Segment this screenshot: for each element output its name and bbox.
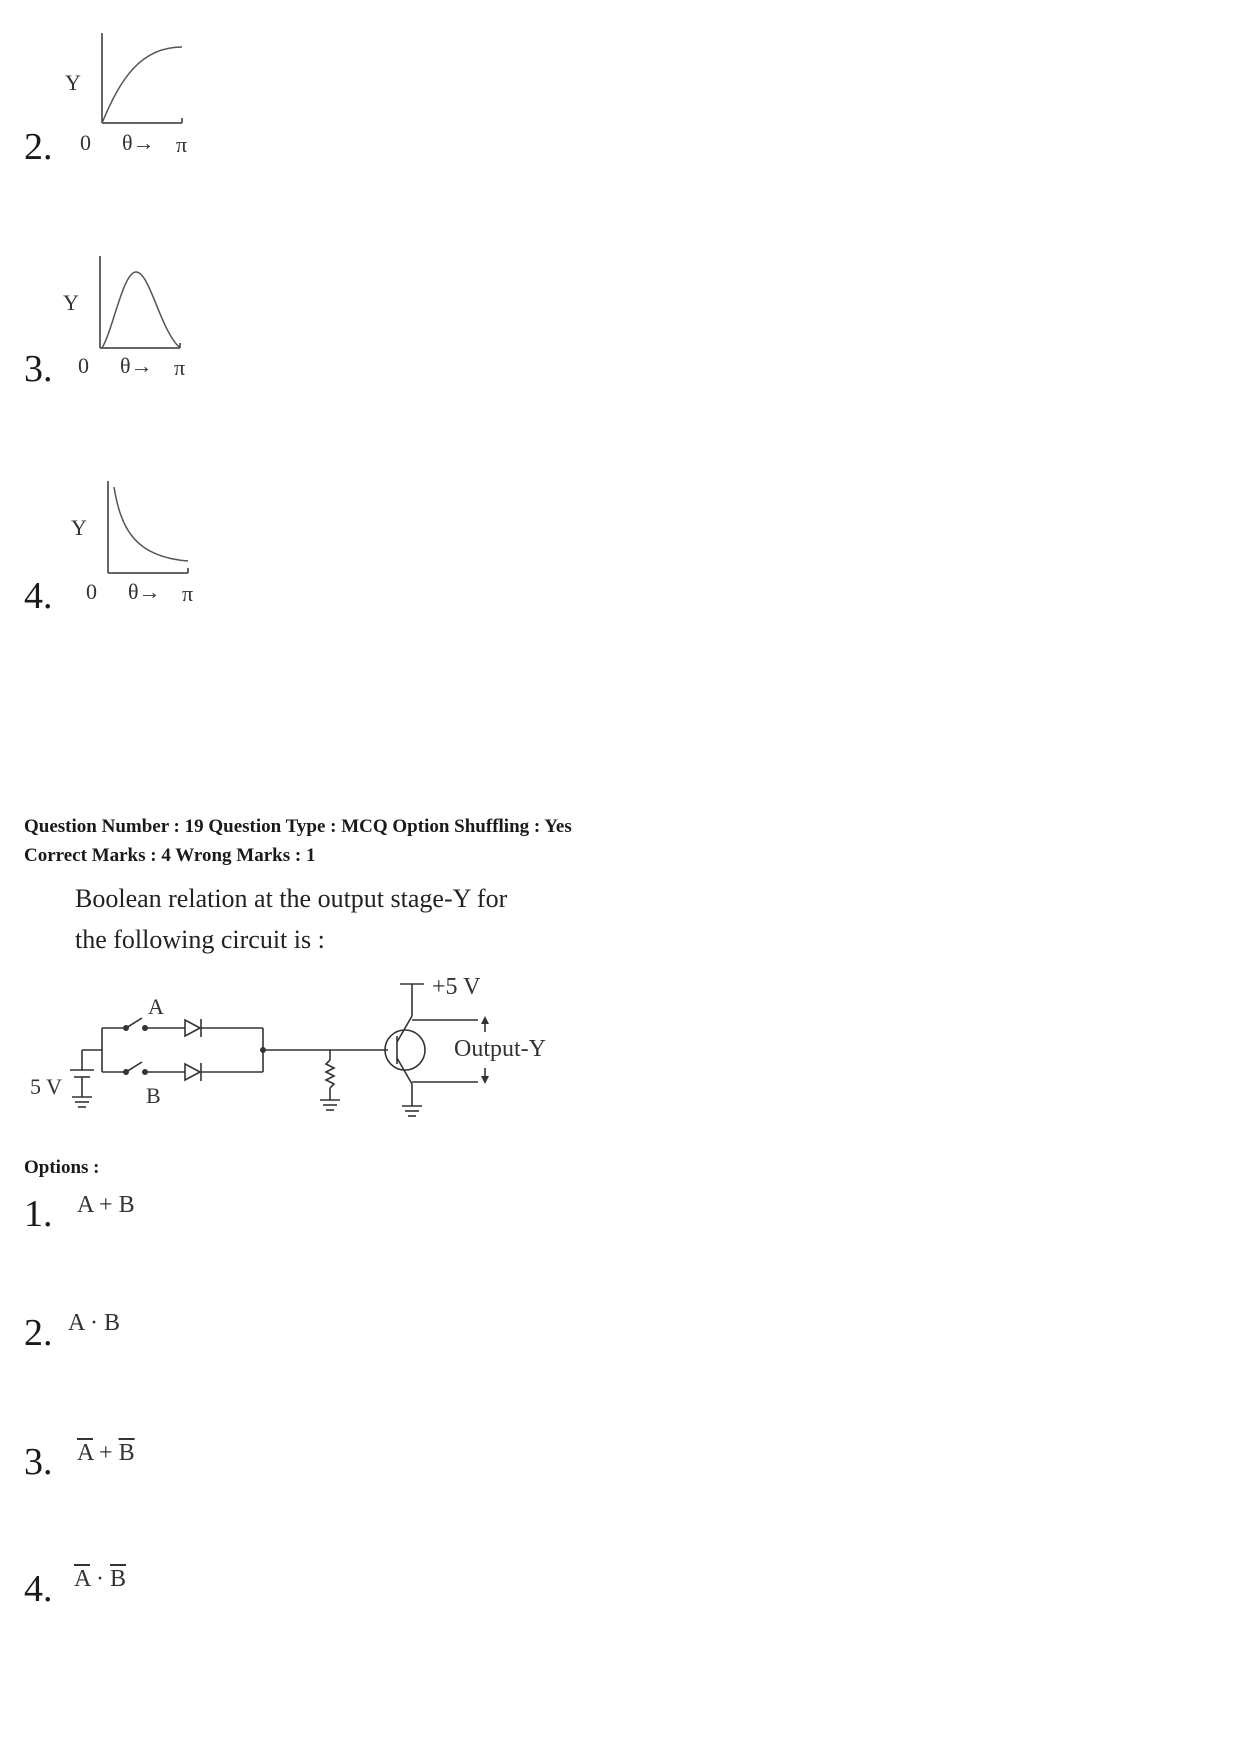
question-text-line1: Boolean relation at the output stage-Y for bbox=[75, 884, 508, 913]
option-number: 2. bbox=[24, 1312, 53, 1354]
x-end-label: π bbox=[182, 581, 194, 606]
operand-b: B bbox=[104, 1310, 121, 1336]
x-axis-label: θ→ bbox=[128, 579, 161, 604]
switch-b-label: B bbox=[146, 1083, 161, 1108]
y-axis-label: Y bbox=[65, 70, 81, 95]
operand-b-complement: $\overline{B}$ bbox=[118, 1440, 135, 1466]
option-expression bbox=[77, 1440, 135, 1467]
circuit-diagram bbox=[20, 970, 620, 1140]
x-axis-label: θ→ bbox=[122, 130, 155, 155]
option-number: 2. bbox=[24, 126, 53, 168]
operator: · bbox=[84, 1310, 105, 1336]
y-axis-label: Y bbox=[63, 290, 79, 315]
x-start-label: 0 bbox=[86, 579, 97, 604]
operator: · bbox=[90, 1566, 111, 1592]
operand-a: A bbox=[77, 1192, 94, 1218]
option-number: 4. bbox=[24, 1568, 53, 1610]
operator: + bbox=[93, 1192, 119, 1218]
x-end-label: π bbox=[176, 132, 188, 157]
x-end-label: π bbox=[174, 355, 186, 380]
option-expression bbox=[74, 1566, 126, 1593]
question-text bbox=[75, 878, 507, 960]
x-axis-label: θ→ bbox=[120, 353, 153, 378]
output-label: Output-Y bbox=[454, 1036, 546, 1062]
question-meta-line2: Correct Marks : 4 Wrong Marks : 1 bbox=[24, 845, 316, 866]
operand-b: B bbox=[118, 1192, 135, 1218]
option-number: 4. bbox=[24, 575, 53, 617]
option-expression bbox=[77, 1192, 135, 1219]
operand-b-complement: $\overline{B}$ bbox=[110, 1566, 127, 1592]
question-meta bbox=[24, 812, 572, 870]
option-number: 3. bbox=[24, 348, 53, 390]
switch-a-label: A bbox=[148, 994, 164, 1019]
option-number: 3. bbox=[24, 1441, 53, 1483]
option-expression bbox=[68, 1310, 120, 1337]
option-number: 1. bbox=[24, 1193, 53, 1235]
vcc-label: +5 V bbox=[432, 974, 481, 1000]
operand-a-complement: $\overline{A}$ bbox=[74, 1566, 91, 1592]
supply-label: 5 V bbox=[30, 1074, 62, 1099]
operand-a-complement: $\overline{A}$ bbox=[77, 1440, 94, 1466]
x-start-label: 0 bbox=[80, 130, 91, 155]
question-meta-line1: Question Number : 19 Question Type : MCQ Option Shuffling : Yes bbox=[24, 816, 572, 837]
question-text-line2: the following circuit is : bbox=[75, 925, 325, 954]
graph-rising bbox=[65, 25, 230, 175]
graph-decaying bbox=[71, 475, 236, 625]
operand-a: A bbox=[68, 1310, 85, 1336]
graph-peak bbox=[63, 250, 228, 400]
x-start-label: 0 bbox=[78, 353, 89, 378]
operator: + bbox=[93, 1440, 119, 1466]
options-heading: Options : bbox=[24, 1157, 100, 1178]
y-axis-label: Y bbox=[71, 515, 87, 540]
